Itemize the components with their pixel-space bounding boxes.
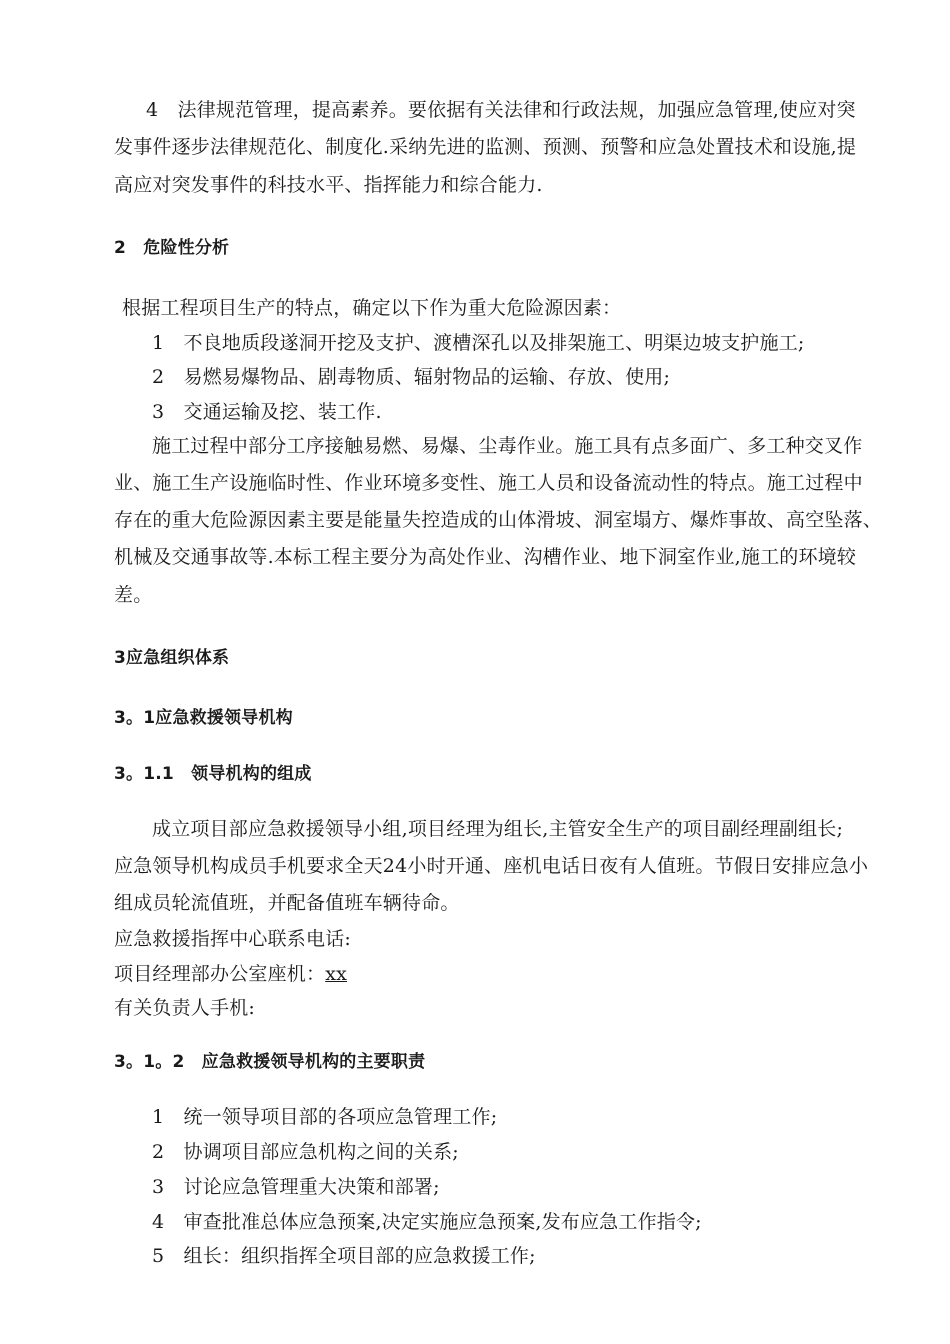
office-phone-row <box>114 962 347 986</box>
office-phone-value: xx <box>325 963 348 985</box>
intro-line-1: 4 法律规范管理，提高素养。要依据有关法律和行政法规，加强应急管理,使应对突 <box>146 99 856 121</box>
hazard-item-2: 2 易燃易爆物品、剧毒物质、辐射物品的运输、存放、使用; <box>152 366 671 388</box>
section2-intro: 根据工程项目生产的特点，确定以下作为重大危险源因素： <box>122 297 622 319</box>
mobile-label: 有关负责人手机: <box>114 997 256 1019</box>
duty-item-2: 2 协调项目部应急机构之间的关系; <box>152 1141 459 1163</box>
duty-item-1: 1 统一领导项目部的各项应急管理工作; <box>152 1106 498 1128</box>
section3-1-1-heading: 3。1.1 领导机构的组成 <box>114 764 312 784</box>
duty-item-5: 5 组长：组织指挥全项目部的应急救援工作; <box>152 1245 536 1267</box>
hazard-para-line-2: 业、施工生产设施临时性、作业环境多变性、施工人员和设备流动性的特点。施工过程中 <box>114 472 863 494</box>
hazard-para-line-3: 存在的重大危险源因素主要是能量失控造成的山体滑坡、洞室塌方、爆炸事故、高空坠落、 <box>114 509 883 531</box>
hazard-para-line-4: 机械及交通事故等.本标工程主要分为高处作业、沟槽作业、地下洞室作业,施工的环境较 <box>114 546 857 568</box>
hazard-para-line-1: 施工过程中部分工序接触易燃、易爆、尘毒作业。施工具有点多面广、多工种交叉作 <box>152 435 863 457</box>
org-para-line-1: 成立项目部应急救援领导小组,项目经理为组长,主管安全生产的项目副经理副组长; <box>152 818 844 840</box>
intro-line-2: 发事件逐步法律规范化、制度化.采纳先进的监测、预测、预警和应急处置技术和设施,提 <box>114 136 857 158</box>
contact-title: 应急救援指挥中心联系电话: <box>114 928 352 950</box>
section3-1-2-heading: 3。1。2 应急救援领导机构的主要职责 <box>114 1052 426 1072</box>
section3-heading: 3应急组织体系 <box>114 648 230 668</box>
hazard-item-3: 3 交通运输及挖、装工作. <box>152 401 382 423</box>
org-para-line-3: 组成员轮流值班，并配备值班车辆待命。 <box>114 892 460 914</box>
org-para-line-2: 应急领导机构成员手机要求全天24小时开通、座机电话日夜有人值班。节假日安排应急小 <box>114 855 869 877</box>
section3-1-heading: 3。1应急救援领导机构 <box>114 708 293 728</box>
hazard-item-1: 1 不良地质段遂洞开挖及支护、渡槽深孔以及排架施工、明渠边坡支护施工; <box>152 332 805 354</box>
office-phone-label: 项目经理部办公室座机： <box>114 963 326 985</box>
intro-line-3: 高应对突发事件的科技水平、指挥能力和综合能力. <box>114 174 543 196</box>
hazard-para-line-5: 差。 <box>114 584 153 606</box>
duty-item-3: 3 讨论应急管理重大决策和部署; <box>152 1176 440 1198</box>
duty-item-4: 4 审查批准总体应急预案,决定实施应急预案,发布应急工作指令; <box>152 1211 702 1233</box>
section2-heading: 2 危险性分析 <box>114 238 230 258</box>
bottom-fade <box>0 1282 950 1344</box>
